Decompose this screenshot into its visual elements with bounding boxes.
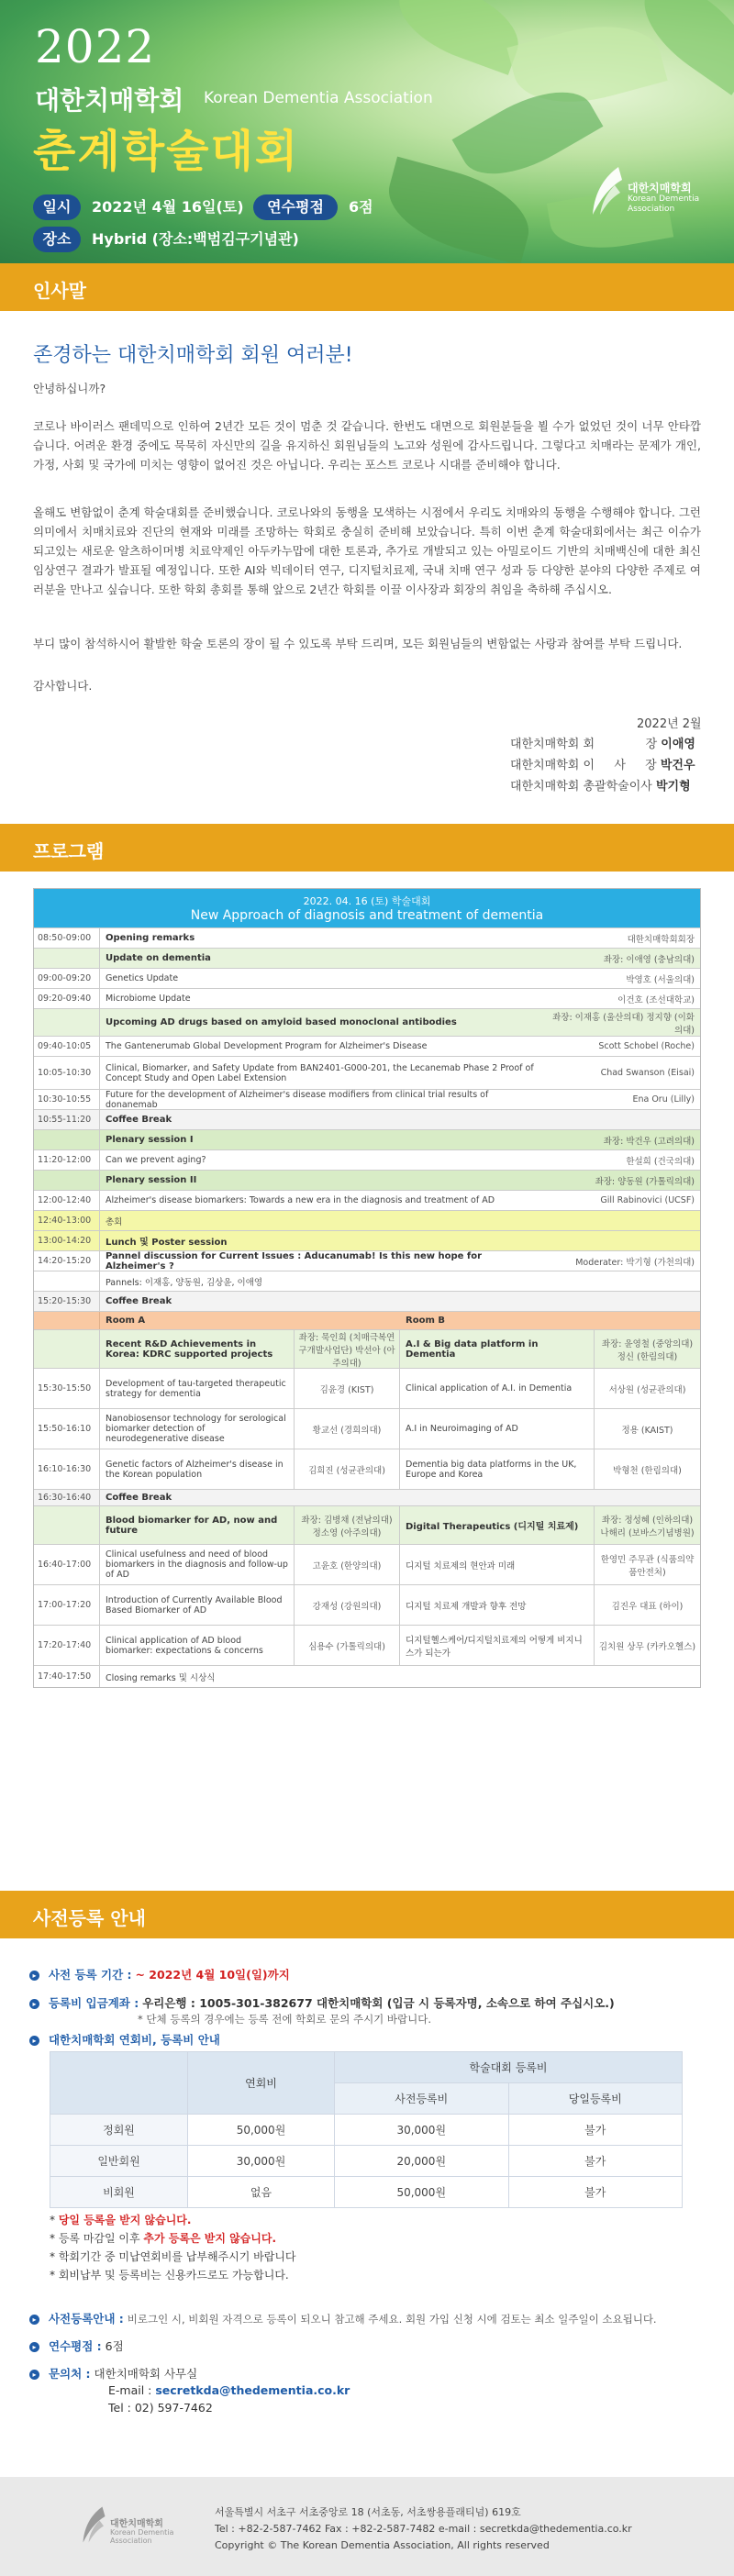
fee-member-type: 일반회원 xyxy=(50,2146,188,2177)
row-time: 12:40-13:00 xyxy=(34,1211,100,1230)
fee-guide-label: 대한치매학회 연회비, 등록비 안내 xyxy=(48,2033,220,2047)
signer-role: 이 사 장 xyxy=(583,759,657,772)
footer-address: 서울특별시 서초구 서초중앙로 18 (서초동, 서초쌍용플래티넘) 619호 xyxy=(215,2506,521,2518)
row-time: 10:30-10:55 xyxy=(34,1090,100,1109)
signer-name: 이애영 xyxy=(661,738,695,751)
period-value: ~ 2022년 4월 10일(일)까지 xyxy=(135,1968,290,1982)
row-time: 17:00-17:20 xyxy=(34,1585,100,1625)
signer-org: 대한치매학회 xyxy=(510,738,580,751)
account-note: * 단체 등록의 경우에는 등록 전에 학회로 문의 주시기 바랍니다. xyxy=(138,2013,432,2026)
fee-pre: 20,000원 xyxy=(335,2146,509,2177)
program-section-bar xyxy=(0,824,734,872)
header-banner xyxy=(0,0,734,263)
room-b-title: A.I in Neuroimaging of AD xyxy=(406,1424,518,1434)
row-title: Plenary session II xyxy=(106,1175,197,1185)
row-speaker: 박영호 (서울의대) xyxy=(626,974,695,985)
logo-text-en: Korean Dementia Association xyxy=(628,194,700,214)
greeting-section-bar xyxy=(0,263,734,311)
greeting-paragraph-1: 코로나 바이러스 팬데믹으로 인하여 2년간 모든 것이 멈춘 것 같습니다. 한번도 대면으로 회원분들을 뵐 수가 없었던 것이 너무 안타깝습니다. 어려운 환경 중에도 묵묵히 자신만의 길을 유지하신 회원님들의 노고와 성원에 감사드립니다. 그렇다고 치매라는 문제가 개인, 가정, 사회 및 국가에 미치는 영향이 없어진 것은 아닙니다. 우리는 포스트 코로나 시대를 준비해야 합니다. xyxy=(33,419,701,472)
fee-guide-title xyxy=(29,2031,220,2048)
row-time: 17:40-17:50 xyxy=(34,1666,100,1687)
row-time: 09:40-10:05 xyxy=(34,1037,100,1056)
contact-org: 대한치매학회 사무실 xyxy=(94,2367,198,2381)
row-speaker xyxy=(544,1231,700,1250)
room-a-label: Room A xyxy=(106,1316,146,1326)
room-b-speaker: 서상원 (성균관의대) xyxy=(594,1369,700,1408)
row-time: 11:20-12:00 xyxy=(34,1150,100,1170)
program-row xyxy=(34,1210,700,1230)
row-speaker: 한설희 (건국의대) xyxy=(626,1156,695,1167)
row-time xyxy=(34,1506,100,1544)
footer-copyright: Copyright © The Korean Dementia Association, All rights reserved xyxy=(215,2539,550,2551)
program-split-row xyxy=(34,1625,700,1665)
greeting-date: 2022년 2월 xyxy=(637,717,702,731)
footer-contact: Tel : +82-2-587-7462 Fax : +82-2-587-7482 e-mail : secretkda@thedementia.co.kr xyxy=(215,2523,632,2535)
program-date: 2022. 04. 16 (토) 학술대회 xyxy=(303,895,431,907)
registration-section-title: 사전등록 안내 xyxy=(33,1907,146,1929)
row-title: The Gantenerumab Global Development Program for Alzheimer's Disease xyxy=(106,1041,428,1051)
row-speaker: Moderater: 박기형 (가천의대) xyxy=(575,1257,695,1268)
contact-label: 문의처 : xyxy=(48,2367,91,2381)
program-row xyxy=(34,1036,700,1056)
program-split-row xyxy=(34,1449,700,1489)
room-b-speaker: 김진우 대표 (하이) xyxy=(594,1585,700,1625)
fee-member-type: 정회원 xyxy=(50,2115,188,2146)
row-speaker xyxy=(544,1110,700,1129)
row-title: Coffee Break xyxy=(106,1296,172,1306)
room-a-title: Clinical usefulness and need of blood biomarkers in the diagnosis and follow-up of AD xyxy=(106,1549,288,1580)
credit-label: 연수평점 : xyxy=(48,2339,102,2353)
fee-annual: 없음 xyxy=(188,2177,335,2208)
row-speaker: 대한치매학회회장 xyxy=(627,934,695,945)
room-a-title: Genetic factors of Alzheimer's disease in the Korean population xyxy=(106,1459,284,1480)
method-value: 비로그인 시, 비회원 자격으로 등록이 되오니 참고해 주세요. 회원 가입 신청 시에 검토는 최소 일주일이 소요됩니다. xyxy=(127,2313,657,2326)
contact-email-link[interactable]: secretkda@thedementia.co.kr xyxy=(155,2383,350,2397)
row-title: Lunch 및 Poster session xyxy=(106,1238,228,1248)
room-a-title: Blood biomarker for AD, now and future xyxy=(106,1515,278,1536)
row-title: Clinical, Biomarker, and Safety Update from BAN2401-G000-201, the Lecanemab Phase 2 Proof of Concept Study and Open Label Extension xyxy=(106,1062,534,1083)
row-time: 09:20-09:40 xyxy=(34,989,100,1008)
signer-role: 회 장 xyxy=(583,738,658,751)
program-row xyxy=(34,1190,700,1210)
row-title: Genetics Update xyxy=(106,973,179,983)
row-title: Opening remarks xyxy=(106,933,195,943)
signer-name: 박기형 xyxy=(656,780,691,794)
row-title: Coffee Break xyxy=(106,1115,172,1125)
fee-note xyxy=(50,2211,296,2229)
room-b-title: 디지털 치료제의 현안과 미래 xyxy=(406,1560,516,1571)
logo-text-ko: 대한치매학회 xyxy=(628,182,692,194)
room-b-title: Dementia big data platforms in the UK, Europe and Korea xyxy=(406,1459,577,1480)
coffee-break-row xyxy=(34,1489,700,1505)
note-text: * 등록 마감일 이후 xyxy=(50,2232,144,2245)
program-row xyxy=(34,1291,700,1311)
room-a-title: Introduction of Currently Available Blood Based Biomarker of AD xyxy=(106,1594,283,1616)
note-emphasis: 추가 등록은 받지 않습니다. xyxy=(143,2232,277,2245)
registration-account xyxy=(29,1994,615,2011)
room-a-speaker: 김희진 (성균관의대) xyxy=(294,1449,400,1489)
row-time: 10:55-11:20 xyxy=(34,1110,100,1129)
row-title: Closing remarks 및 시상식 xyxy=(106,1672,216,1683)
row-time xyxy=(34,1312,100,1329)
program-row xyxy=(34,1230,700,1250)
signer-1 xyxy=(510,734,695,751)
program-row xyxy=(34,968,700,988)
row-time: 13:00-14:20 xyxy=(34,1231,100,1250)
fee-notes xyxy=(50,2211,296,2284)
room-header-row xyxy=(34,1311,700,1329)
greeting-heading: 존경하는 대한치매학회 회원 여러분! xyxy=(33,344,353,367)
room-b-speaker: 정용 (KAIST) xyxy=(594,1409,700,1449)
fee-row xyxy=(50,2115,683,2146)
row-title: Coffee Break xyxy=(106,1493,172,1503)
registration-period xyxy=(29,1966,290,1982)
program-row xyxy=(34,1170,700,1190)
fee-header-onsite: 당일등록비 xyxy=(508,2083,683,2115)
fee-note xyxy=(50,2229,296,2248)
room-a-speaker: 좌장: 묵인희 (치매극복연구개발사업단) 박선아 (아주의대) xyxy=(294,1330,400,1368)
fee-onsite: 불가 xyxy=(508,2115,683,2146)
fee-row xyxy=(50,2177,683,2208)
period-label: 사전 등록 기간 : xyxy=(48,1968,132,1982)
row-time xyxy=(34,1009,100,1036)
row-title: Upcoming AD drugs based on amyloid based monoclonal antibodies xyxy=(106,1017,457,1027)
greeting-section-title: 인사말 xyxy=(33,280,86,302)
room-a-speaker: 좌장: 김병채 (전남의대) 정소영 (아주의대) xyxy=(294,1506,400,1544)
signer-3 xyxy=(510,776,691,794)
row-time: 15:30-15:50 xyxy=(34,1369,100,1408)
room-b-speaker: 박형천 (한림의대) xyxy=(594,1449,700,1489)
arrow-bullet-icon: ▸ xyxy=(29,2315,39,2325)
program-split-row xyxy=(34,1329,700,1368)
credit-value: 6점 xyxy=(349,198,373,216)
fee-pre: 30,000원 xyxy=(335,2115,509,2146)
row-speaker: Gill Rabinovici (UCSF) xyxy=(600,1195,695,1205)
fee-header-annual: 연회비 xyxy=(188,2052,335,2115)
room-b-title: 디지털 치료제 개발과 향후 전망 xyxy=(406,1601,527,1612)
program-row xyxy=(34,1109,700,1129)
row-speaker: 이건호 (조선대학교) xyxy=(617,994,695,1005)
row-title: Pannels: 이재홍, 양동원, 김상윤, 이애영 xyxy=(106,1277,263,1288)
footer-logo-icon xyxy=(79,2503,106,2547)
room-a-speaker: 심용수 (가톨릭의대) xyxy=(294,1626,400,1665)
program-section-title: 프로그램 xyxy=(33,840,105,862)
arrow-bullet-icon: ▸ xyxy=(29,1999,39,2009)
header-title: 춘계학술대회 xyxy=(33,126,300,177)
arrow-bullet-icon: ▸ xyxy=(29,2342,39,2352)
row-speaker: Scott Schobel (Roche) xyxy=(598,1041,695,1051)
row-speaker: Chad Swanson (Eisai) xyxy=(600,1068,695,1078)
row-time: 14:20-15:20 xyxy=(34,1251,100,1271)
row-title: Future for the development of Alzheimer's disease modifiers from clinical trial results of donanemab xyxy=(106,1089,489,1110)
program-table-header xyxy=(34,889,700,927)
greeting-paragraph-2: 올해도 변함없이 춘계 학술대회를 준비했습니다. 코로나와의 동행을 모색하는 시점에서 우리도 치매와의 동행을 수행해야 합니다. 그런 의미에서 치매치료와 진단의 현재와 미래를 조망하는 학회로 충실히 준비해 보았습니다. 특히 이번 춘계 학술대회에서는 최근 이슈가 되고있는 새로운 알츠하이머병 치료약제인 아두카누맙에 대한 토론과, 추가로 개발되고 있는 아밀로이드 기반의 치매백신에 대한 최신 임상연구 결과가 발표될 예정입니다. 또한 AI와 빅데이터 연구, 디지털치료제, 국내 치매 연구 성과 등 다양한 분야의 다양한 주제로 여러분을 만나고 싶습니다. 또한 학회 총회를 통해 앞으로 2년간 학회를 이끌 이사장과 회장의 취임을 축하해 주십시오. xyxy=(33,505,701,596)
row-time xyxy=(34,1130,100,1149)
signer-2 xyxy=(510,755,695,772)
account-value: 우리은행 : 1005-301-382677 대한치매학회 (입금 시 등록자명, 소속으로 하여 주십시오.) xyxy=(142,1996,615,2010)
room-a-title: Nanobiosensor technology for serological biomarker detection of neurodegenerative disease xyxy=(106,1414,286,1444)
header-society-ko: 대한치매학회 xyxy=(35,85,184,116)
row-speaker xyxy=(544,1211,700,1230)
fee-header-blank xyxy=(50,2052,188,2115)
row-time: 16:30-16:40 xyxy=(34,1490,100,1505)
program-table xyxy=(33,888,701,1688)
fee-pre: 50,000원 xyxy=(335,2177,509,2208)
credit-value-text: 6점 xyxy=(105,2339,124,2353)
row-title: Microbiome Update xyxy=(106,994,191,1004)
room-b-title: 디지털헬스케어/디지털치료제의 어떻게 비지니스가 되는가 xyxy=(406,1635,583,1659)
row-time xyxy=(34,949,100,968)
room-a-speaker: 김윤경 (KIST) xyxy=(294,1369,400,1408)
row-time: 16:40-17:00 xyxy=(34,1545,100,1584)
footer xyxy=(0,2477,734,2576)
row-time xyxy=(34,1271,100,1291)
venue-label-pill: 장소 xyxy=(33,227,81,252)
arrow-bullet-icon: ▸ xyxy=(29,2036,39,2046)
fee-annual: 30,000원 xyxy=(188,2146,335,2177)
row-time xyxy=(34,1171,100,1190)
footer-logo-en: Korean Dementia Association xyxy=(110,2528,174,2545)
program-row xyxy=(34,1056,700,1089)
program-row xyxy=(34,948,700,968)
arrow-bullet-icon: ▸ xyxy=(29,2370,39,2380)
program-row xyxy=(34,927,700,948)
fee-note xyxy=(50,2248,296,2266)
program-row xyxy=(34,1129,700,1149)
program-split-row xyxy=(34,1584,700,1625)
date-value: 2022년 4월 16일(토) xyxy=(92,198,244,216)
header-society-en: Korean Dementia Association xyxy=(204,89,433,107)
program-theme: New Approach of diagnosis and treatment of dementia xyxy=(190,908,544,923)
credit-label-pill: 연수평점 xyxy=(253,194,338,220)
row-speaker: 좌장: 이재홍 (울산의대) 정지향 (이화의대) xyxy=(552,1012,695,1036)
note-text: * xyxy=(50,2214,59,2226)
row-time xyxy=(34,1330,100,1368)
row-time: 15:50-16:10 xyxy=(34,1409,100,1449)
contact-email-line xyxy=(108,2383,350,2397)
registration-credit xyxy=(29,2337,124,2354)
program-row xyxy=(34,1149,700,1170)
row-title: Can we prevent aging? xyxy=(106,1155,206,1165)
program-row xyxy=(34,1250,700,1271)
row-title: 총회 xyxy=(106,1216,123,1227)
closing-row xyxy=(34,1665,700,1687)
account-label: 등록비 입금계좌 : xyxy=(48,1996,139,2010)
row-time: 16:10-16:30 xyxy=(34,1449,100,1489)
signer-org: 대한치매학회 xyxy=(510,780,580,794)
fee-row xyxy=(50,2146,683,2177)
room-b-speaker: 좌장: 윤영철 (중앙의대) 정신 (한림의대) xyxy=(594,1330,700,1368)
row-time: 09:00-09:20 xyxy=(34,969,100,988)
room-a-title: Clinical application of AD blood biomarker: expectations & concerns xyxy=(106,1635,263,1656)
room-a-title: Recent R&D Achievements in Korea: KDRC supported projects xyxy=(106,1338,273,1360)
row-time: 10:05-10:30 xyxy=(34,1057,100,1089)
row-title: Plenary session I xyxy=(106,1135,194,1145)
signer-name: 박건우 xyxy=(660,759,695,772)
room-b-speaker: 김치원 상무 (카카오헬스) xyxy=(594,1626,700,1665)
footer-logo-ko: 대한치매학회 xyxy=(110,2519,163,2529)
room-b-title: Clinical application of A.I. in Dementia xyxy=(406,1383,573,1393)
contact-tel: Tel : 02) 597-7462 xyxy=(108,2401,213,2415)
room-a-speaker: 황교선 (경희의대) xyxy=(294,1409,400,1449)
row-speaker: 좌장: 양동원 (가톨릭의대) xyxy=(595,1176,695,1187)
greeting-salutation: 안녕하십니까? xyxy=(33,382,106,395)
row-speaker: 좌장: 이애영 (충남의대) xyxy=(603,954,695,965)
fee-note xyxy=(50,2266,296,2284)
row-time: 12:00-12:40 xyxy=(34,1191,100,1210)
room-a-speaker: 고윤호 (한양의대) xyxy=(294,1545,400,1584)
registration-contact xyxy=(29,2365,197,2382)
room-b-speaker: 좌장: 정성혜 (인하의대) 나해리 (보바스기념병원) xyxy=(594,1506,700,1544)
registration-method xyxy=(29,2310,657,2326)
room-b-label: Room B xyxy=(406,1316,445,1326)
note-text: * 회비납부 및 등록비는 신용카드로도 가능합니다. xyxy=(50,2269,289,2282)
fee-onsite: 불가 xyxy=(508,2146,683,2177)
arrow-bullet-icon: ▸ xyxy=(29,1971,39,1981)
fee-annual: 50,000원 xyxy=(188,2115,335,2146)
fee-table xyxy=(50,2051,683,2208)
signer-org: 대한치매학회 xyxy=(510,759,580,772)
room-a-speaker: 강재성 (강원의대) xyxy=(294,1585,400,1625)
signer-role: 총괄학술이사 xyxy=(583,780,652,794)
program-row xyxy=(34,1089,700,1109)
method-label: 사전등록안내 : xyxy=(48,2312,124,2326)
program-row xyxy=(34,1271,700,1291)
fee-member-type: 비회원 xyxy=(50,2177,188,2208)
venue-value: Hybrid (장소:백범김구기념관) xyxy=(92,230,299,248)
footer-text xyxy=(215,2504,632,2554)
room-b-speaker: 한영민 주무관 (식품의약품안전처) xyxy=(594,1545,700,1584)
leaf-decoration xyxy=(378,157,539,263)
row-title: Pannel discussion for Current Issues : Aducanumab! Is this new hope for Alzheimer's ? xyxy=(106,1250,483,1271)
program-split-row xyxy=(34,1544,700,1584)
fee-header-group: 학술대회 등록비 xyxy=(335,2052,683,2083)
header-year: 2022 xyxy=(35,20,156,73)
row-time: 15:20-15:30 xyxy=(34,1292,100,1311)
leaf-decoration xyxy=(387,0,529,75)
row-title: Update on dementia xyxy=(106,953,211,963)
program-split-row xyxy=(34,1408,700,1449)
fee-onsite: 불가 xyxy=(508,2177,683,2208)
row-speaker: 좌장: 박건우 (고려의대) xyxy=(603,1136,695,1147)
society-logo-icon xyxy=(587,163,624,218)
contact-email-label: E-mail : xyxy=(108,2383,156,2397)
program-split-row xyxy=(34,1368,700,1408)
date-label-pill: 일시 xyxy=(33,194,81,220)
program-split-row xyxy=(34,1505,700,1544)
note-emphasis: 당일 등록을 받지 않습니다. xyxy=(58,2214,192,2226)
row-time: 08:50-09:00 xyxy=(34,928,100,948)
row-speaker: Ena Oru (Lilly) xyxy=(632,1094,695,1105)
fee-header-pre: 사전등록비 xyxy=(335,2083,509,2115)
society-logo xyxy=(587,163,716,237)
row-speaker xyxy=(544,1292,700,1311)
row-time: 17:20-17:40 xyxy=(34,1626,100,1665)
row-title: Alzheimer's disease biomarkers: Towards a new era in the diagnosis and treatment of AD xyxy=(106,1195,495,1205)
greeting-paragraph-3: 부디 많이 참석하시어 활발한 학술 토론의 장이 될 수 있도록 부탁 드리며, 모든 회원님들의 변함없는 사랑과 참여를 부탁 드립니다. xyxy=(33,637,683,650)
footer-logo xyxy=(79,2503,189,2550)
greeting-thanks: 감사합니다. xyxy=(33,679,93,693)
room-b-title: A.I & Big data platform in Dementia xyxy=(406,1338,539,1360)
room-b-title: Digital Therapeutics (디지털 치료제) xyxy=(406,1522,579,1532)
note-text: * 학회기간 중 미납연회비를 납부해주시기 바랍니다 xyxy=(50,2250,296,2263)
program-row xyxy=(34,988,700,1008)
registration-section-bar xyxy=(0,1891,734,1938)
row-speaker xyxy=(544,1271,700,1291)
room-a-title: Development of tau-targeted therapeutic strategy for dementia xyxy=(106,1378,286,1399)
program-row xyxy=(34,1008,700,1036)
